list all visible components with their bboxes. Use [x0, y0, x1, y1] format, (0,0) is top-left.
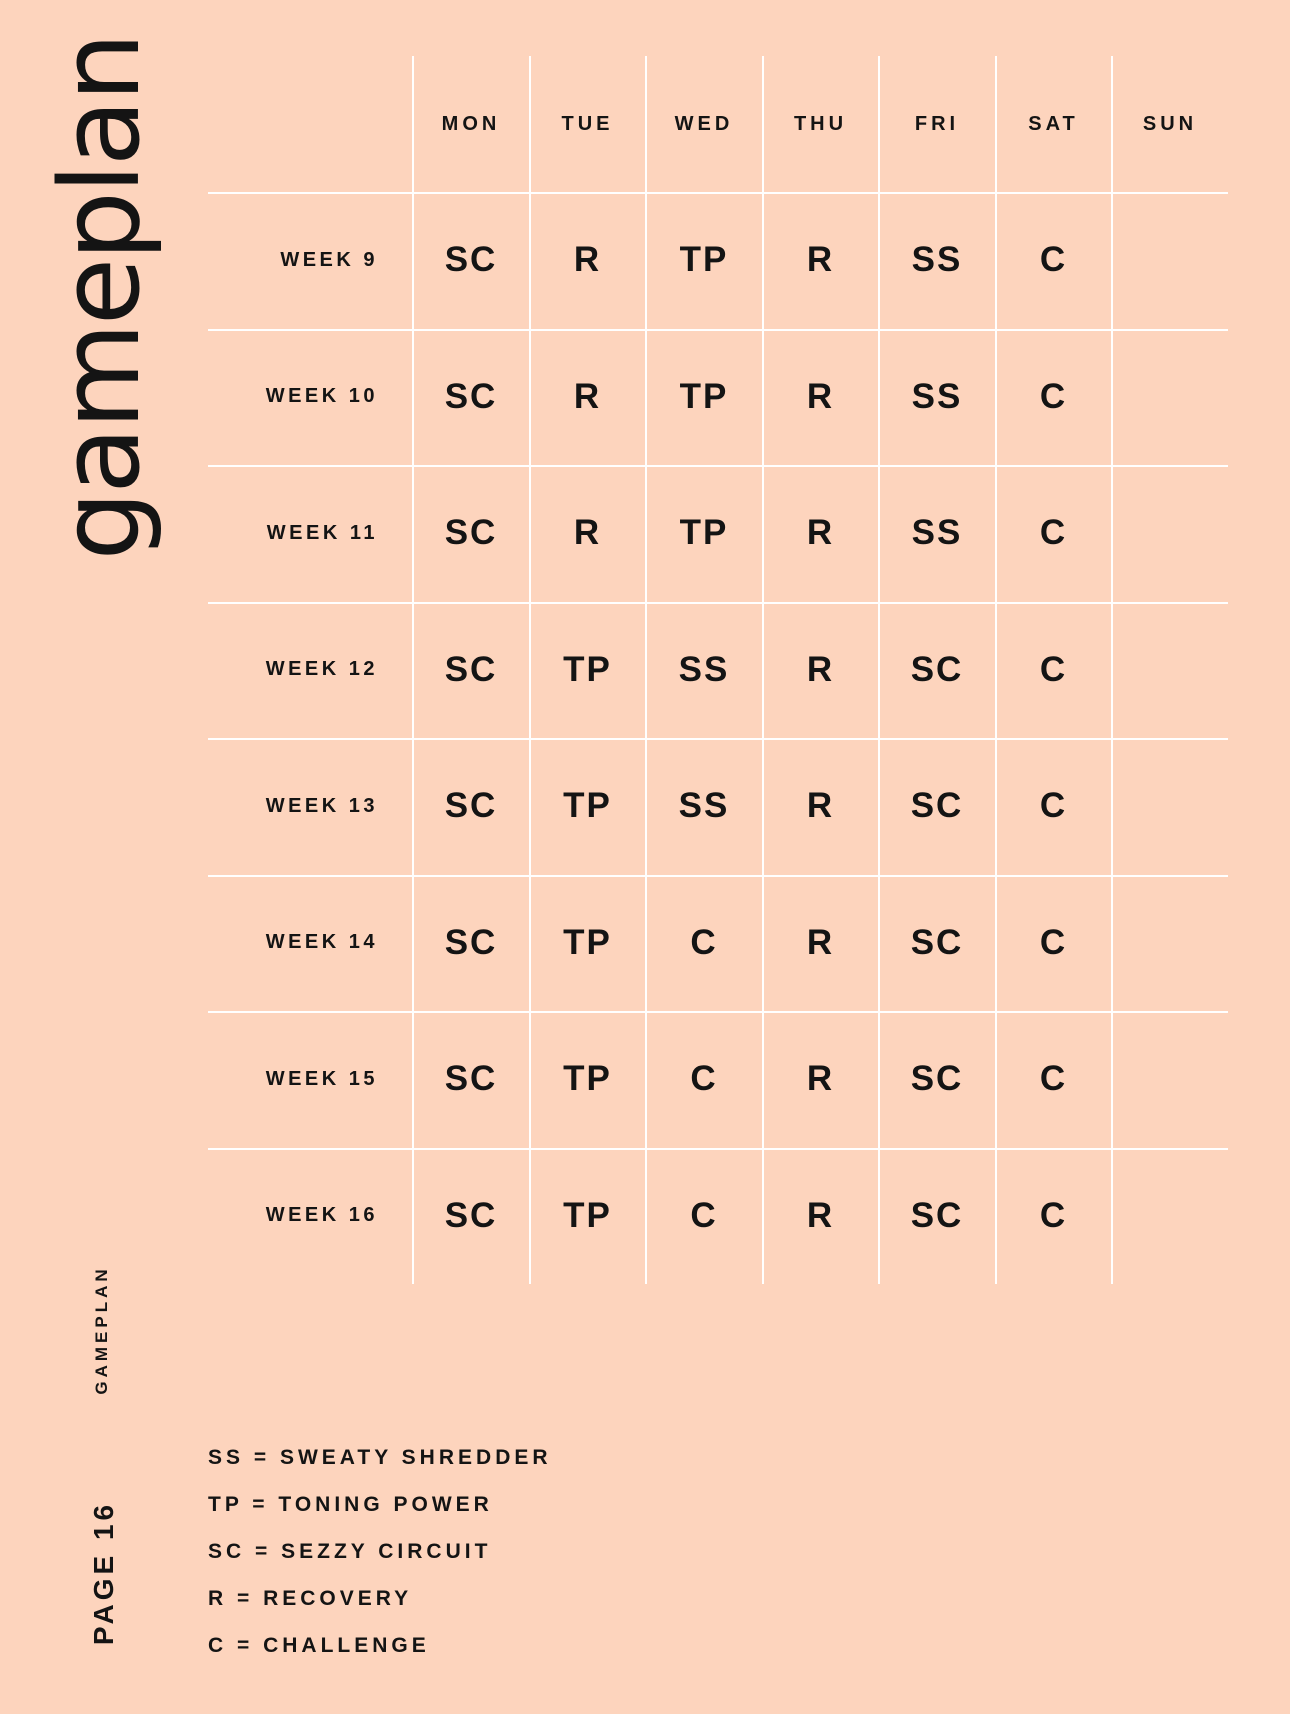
day-header-mon: MON [441, 112, 501, 135]
day-header-thu: THU [793, 112, 848, 135]
schedule-cell: SS [911, 240, 963, 279]
legend-item: SC = SEZZY CIRCUIT [208, 1540, 492, 1563]
page-title: gameplan [36, 35, 164, 561]
schedule-cell: R [806, 1195, 835, 1235]
schedule-cell: TP [563, 1195, 612, 1235]
schedule-cell: SC [910, 1195, 964, 1235]
schedule-cell: C [1039, 240, 1068, 279]
schedule-cell: TP [563, 1059, 612, 1098]
day-header-tue: TUE [561, 112, 614, 135]
schedule-cell [1112, 465, 1228, 601]
schedule-cell: SC [444, 240, 498, 279]
legend [208, 1446, 552, 1681]
schedule-cell: C [1039, 922, 1068, 962]
schedule-cell: SS [911, 513, 963, 552]
schedule-cell: SC [910, 1059, 964, 1098]
schedule-cell: SS [911, 376, 963, 416]
schedule-cell [1112, 738, 1228, 874]
schedule-cell [1112, 602, 1228, 738]
schedule-cell: C [1039, 649, 1068, 689]
schedule-cell: TP [679, 240, 729, 279]
schedule-cell: TP [679, 513, 729, 552]
schedule-cell: C [1039, 1059, 1068, 1098]
schedule-cell: C [1039, 786, 1068, 825]
schedule-cell: SC [444, 513, 498, 552]
week-label: WEEK 15 [265, 1067, 378, 1090]
schedule-cell: C [1039, 376, 1068, 416]
schedule-cell [1112, 875, 1228, 1011]
week-label: WEEK 16 [265, 1204, 378, 1226]
schedule-cell: SC [910, 786, 964, 825]
schedule-cell: R [806, 240, 835, 279]
legend-item: SS = SWEATY SHREDDER [208, 1446, 552, 1469]
schedule-cell: TP [563, 786, 612, 825]
day-header-wed: WED [674, 112, 734, 135]
schedule-cell: R [573, 240, 602, 279]
week-label: WEEK 11 [266, 521, 378, 544]
schedule-cell: C [1039, 1195, 1068, 1235]
schedule-cell: R [806, 786, 835, 825]
schedule-cell: C [1039, 513, 1068, 552]
schedule-cell: R [573, 513, 602, 552]
page-number: PAGE 16 [88, 1500, 119, 1646]
schedule-cell: SC [910, 649, 964, 689]
schedule-cell: R [806, 922, 835, 962]
schedule-cell: R [573, 376, 602, 416]
week-label: WEEK 14 [265, 931, 378, 953]
schedule-cell: SS [678, 649, 730, 689]
legend-item: C = CHALLENGE [208, 1634, 430, 1657]
schedule-cell: SC [444, 786, 498, 825]
schedule-cell: TP [563, 922, 612, 962]
schedule-cell: C [690, 922, 718, 962]
week-label: WEEK 13 [265, 794, 378, 817]
schedule-cell: SC [444, 922, 498, 962]
schedule-cell: C [690, 1059, 718, 1098]
schedule-cell: TP [563, 649, 612, 689]
section-label: GAMEPLAN [92, 1265, 111, 1395]
schedule-cell: SC [444, 649, 498, 689]
week-label: WEEK 9 [280, 248, 378, 271]
schedule-cell: SS [678, 786, 730, 825]
schedule-cell: C [690, 1195, 718, 1235]
schedule-cell: R [806, 1059, 835, 1098]
schedule-cell: R [806, 513, 835, 552]
day-header-sat: SAT [1028, 112, 1079, 135]
week-label: WEEK 10 [265, 385, 378, 407]
schedule-cell: SC [910, 922, 964, 962]
day-header-fri: FRI [914, 112, 960, 135]
schedule-cell: SC [444, 1059, 498, 1098]
schedule-cell: R [806, 376, 835, 416]
day-header-sun: SUN [1142, 112, 1198, 135]
schedule-cell [1112, 192, 1228, 328]
schedule-cell: SC [444, 376, 498, 416]
legend-item: TP = TONING POWER [208, 1493, 493, 1516]
schedule-cell [1112, 1148, 1228, 1284]
schedule-cell: TP [679, 376, 729, 416]
schedule-cell: SC [444, 1195, 498, 1235]
legend-item: R = RECOVERY [208, 1587, 413, 1610]
week-label: WEEK 12 [265, 658, 378, 680]
schedule-cell: R [806, 649, 835, 689]
schedule-cell [1112, 329, 1228, 465]
schedule-cell [1112, 1011, 1228, 1147]
